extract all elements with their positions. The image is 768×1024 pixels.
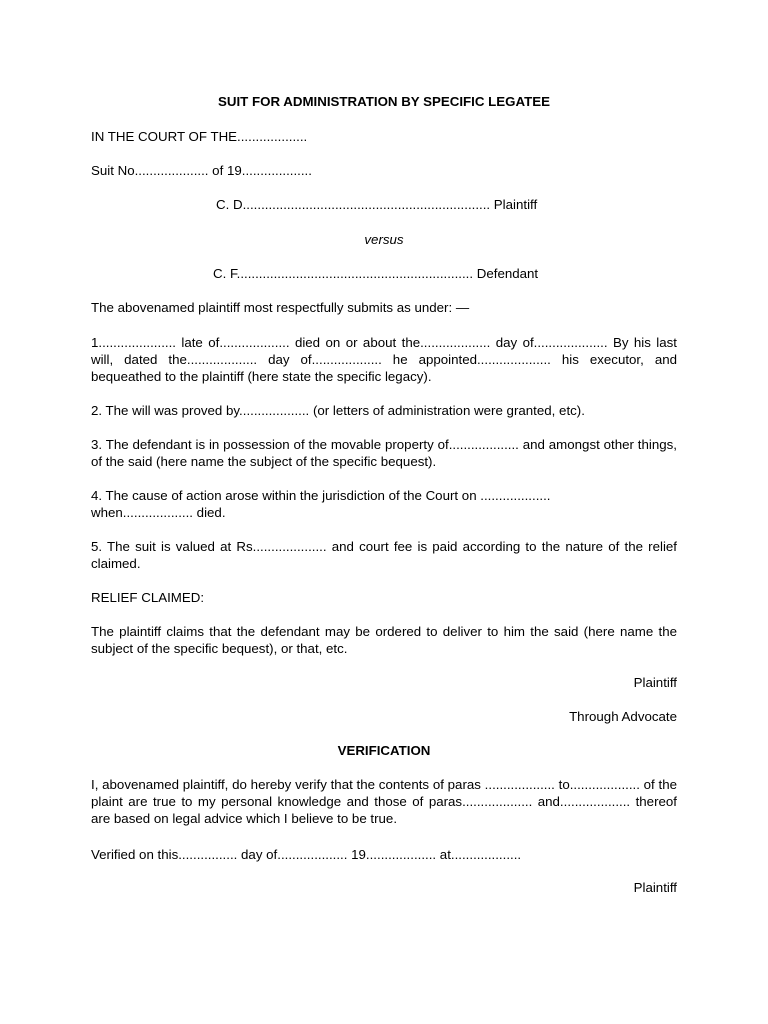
paragraph-4-line-2: when................... died.: [91, 505, 226, 520]
plaintiff-line: C. D................................................................... Plaintiff: [216, 197, 538, 212]
paragraph-2: 2. The will was proved by................... (or letters of administration were granted, etc).: [91, 403, 585, 418]
paragraph-5: 5. The suit is valued at Rs.................... and court fee is paid according to the nature of the relief claimed.: [91, 539, 677, 571]
verification-text: I, abovenamed plaintiff, do hereby verify that the contents of paras ................... to................... of the plaint are true to my personal knowledge and those of paras................... and................... thereof are based on legal advice which I believe to be true.: [91, 777, 677, 826]
intro-statement: The abovenamed plaintiff most respectfully submits as under: —: [91, 300, 470, 315]
paragraph-3: 3. The defendant is in possession of the movable property of................... and amongst other things, of the said (here name the subject of the specific bequest).: [91, 437, 677, 469]
relief-text: The plaintiff claims that the defendant may be ordered to deliver to him the said (here name the subject of the specific bequest), or that, etc.: [91, 624, 677, 656]
defendant-line: C. F................................................................ Defendant: [213, 266, 539, 281]
suit-number-line: Suit No.................... of 19...................: [91, 163, 312, 178]
verification-heading: VERIFICATION: [337, 743, 431, 758]
paragraph-4-line-1: 4. The cause of action arose within the jurisdiction of the Court on ...................: [91, 488, 551, 503]
versus-label: versus: [364, 232, 404, 247]
court-line: IN THE COURT OF THE...................: [91, 129, 308, 144]
document-title: SUIT FOR ADMINISTRATION BY SPECIFIC LEGATEE: [218, 94, 550, 109]
signature-plaintiff: Plaintiff: [633, 675, 677, 690]
paragraph-1: 1..................... late of................... died on or about the................... day of.................... By his last will, dated the................... day of................... he appointed.................... his executor, and bequeathed to the plaintiff (here state the specific legacy).: [91, 335, 677, 384]
signature-plaintiff-final: Plaintiff: [633, 880, 677, 895]
relief-heading: RELIEF CLAIMED:: [91, 590, 205, 605]
through-advocate: Through Advocate: [569, 709, 677, 724]
verified-on-line: Verified on this................ day of................... 19................... at...................: [91, 847, 522, 862]
